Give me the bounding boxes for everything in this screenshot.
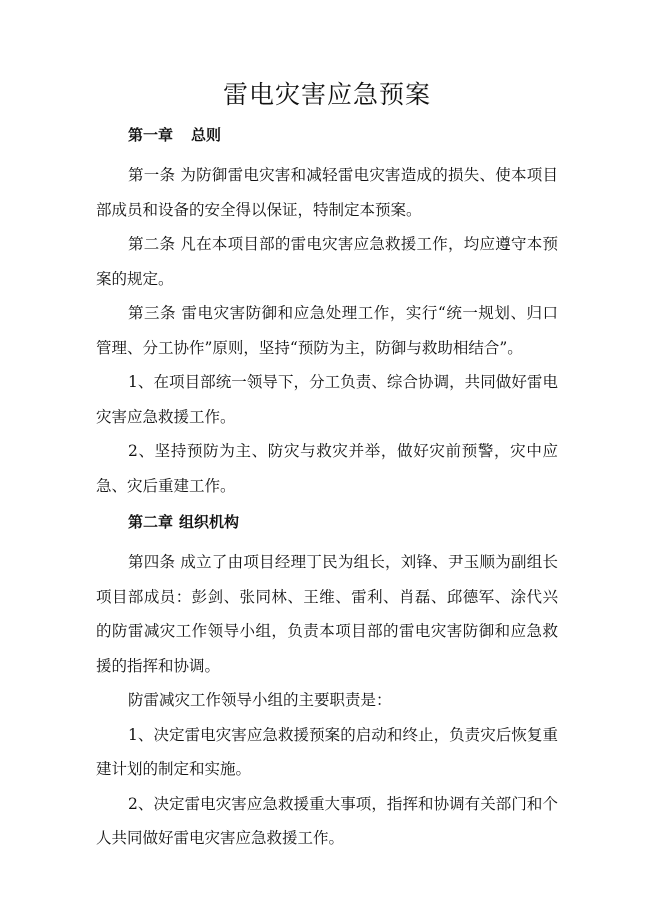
chapter-name: 总则 — [191, 126, 222, 144]
chapter-heading — [96, 509, 558, 535]
article-paragraph: 第一条 为防御雷电灾害和减轻雷电灾害造成的损失、使本项目部成员和设备的安全得以保证，特制定本预案。 — [96, 166, 558, 219]
chapter-number: 第一章 — [128, 126, 174, 144]
list-paragraph: 2、坚持预防为主、防灾与救灾并举，做好灾前预警，灾中应急、灾后重建工作。 — [96, 442, 558, 495]
chapter-body — [96, 158, 558, 503]
chapter-heading — [96, 122, 558, 148]
plain-paragraph: 防雷减灾工作领导小组的主要职责是： — [128, 691, 392, 709]
list-paragraph: 1、在项目部统一领导下，分工负责、综合协调，共同做好雷电灾害应急救援工作。 — [96, 373, 558, 426]
chapter-number: 第二章 — [128, 513, 174, 531]
article-paragraph: 第二条 凡在本项目部的雷电灾害应急救援工作，均应遵守本预案的规定。 — [96, 235, 558, 288]
chapter-name: 组织机构 — [179, 513, 240, 531]
list-paragraph: 1、决定雷电灾害应急救援预案的启动和终止，负责灾后恢复重建计划的制定和实施。 — [96, 725, 558, 778]
article-paragraph: 第四条 成立了由项目经理丁民为组长，刘锋、尹玉顺为副组长项目部成员：彭剑、张同林、王维、雷利、肖磊、邱德军、涂代兴的防雷减灾工作领导小组，负责本项目部的雷电灾害防御和应急救援的指挥和协调。 — [96, 553, 558, 675]
article-paragraph: 第三条 雷电灾害防御和应急处理工作，实行“统一规划、归口管理、分工协作”原则，坚持“预防为主，防御与救助相结合”。 — [96, 304, 558, 357]
document-title: 雷电灾害应急预案 — [222, 80, 431, 109]
chapter-body — [96, 545, 558, 856]
list-paragraph: 2、决定雷电灾害应急救援重大事项，指挥和协调有关部门和个人共同做好雷电灾害应急救援工作。 — [96, 794, 558, 847]
